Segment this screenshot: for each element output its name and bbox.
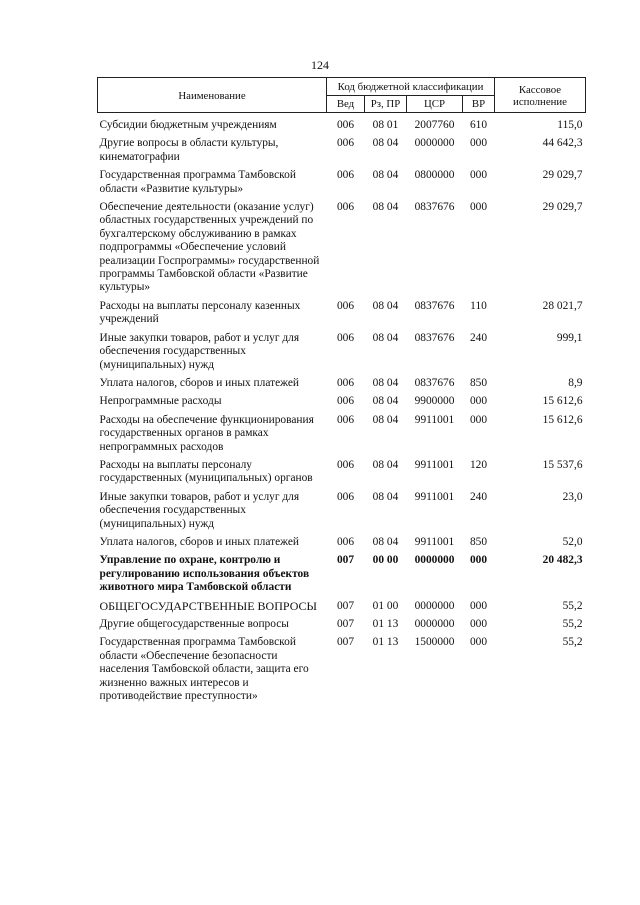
- row-name: Государственная программа Тамбовской области «Развитие культуры»: [99, 169, 296, 195]
- row-vr: 000: [469, 201, 488, 214]
- table-row: [98, 490, 586, 535]
- row-csr: 9900000: [414, 395, 455, 408]
- row-ved: 006: [336, 137, 355, 150]
- row-vr: 850: [469, 535, 488, 548]
- table-row: [98, 635, 586, 707]
- header-amount: Кассовое исполнение: [495, 78, 586, 113]
- row-name: Иные закупки товаров, работ и услуг для обеспечения государственных (муниципальных) нужд: [99, 331, 300, 371]
- row-amount: 28 021,7: [542, 299, 583, 312]
- row-vr: 610: [469, 119, 488, 131]
- row-rz-pr: 08 04: [372, 413, 399, 426]
- row-amount: 29 029,7: [542, 169, 583, 182]
- row-ved: 007: [336, 618, 355, 630]
- table-row: [98, 458, 586, 490]
- row-amount: 55,2: [562, 636, 583, 649]
- row-rz-pr: 01 13: [372, 636, 399, 649]
- row-rz-pr: 08 04: [372, 169, 399, 182]
- row-ved: 007: [336, 599, 355, 612]
- table-row: [98, 599, 586, 617]
- header-rz-pr: Рз, ПР: [365, 96, 407, 113]
- row-name: Уплата налогов, сборов и иных платежей: [99, 535, 299, 548]
- row-vr: 000: [469, 395, 488, 408]
- table-body: [98, 113, 586, 708]
- row-vr: 000: [469, 618, 488, 630]
- row-ved: 007: [336, 636, 355, 649]
- row-name: Обеспечение деятельности (оказание услуг) областных государственных учреждений по бухгалтерскому обслуживанию в рамках подпрограммы «Обеспечение условий реализации Госпрограммы» государственной программы Тамбовской области «Развитие культуры»: [99, 201, 320, 294]
- header-code-group: Код бюджетной классификации: [327, 78, 495, 96]
- row-vr: 000: [469, 554, 488, 567]
- row-rz-pr: 01 00: [372, 599, 399, 612]
- table-row: [98, 299, 586, 331]
- row-csr: 0837676: [414, 299, 455, 312]
- row-rz-pr: 08 04: [372, 376, 399, 389]
- row-csr: 0837676: [414, 331, 455, 344]
- row-amount: 52,0: [562, 535, 583, 548]
- row-vr: 000: [469, 413, 488, 426]
- row-csr: 0837676: [414, 376, 455, 389]
- row-csr: 9911001: [414, 490, 455, 503]
- row-rz-pr: 08 04: [372, 331, 399, 344]
- row-amount: 15 612,6: [542, 395, 583, 408]
- row-ved: 006: [336, 395, 355, 408]
- table-row: [98, 376, 586, 394]
- row-ved: 006: [336, 458, 355, 471]
- row-name: Государственная программа Тамбовской области «Обеспечение безопасности населения Тамбовской области, защита его жизненно важных интересов и противодействие преступности»: [99, 636, 309, 703]
- row-name: Субсидии бюджетным учреждениям: [99, 119, 277, 131]
- row-vr: 110: [470, 299, 487, 312]
- table-row: [98, 413, 586, 458]
- row-ved: 007: [336, 554, 355, 567]
- row-ved: 006: [336, 299, 355, 312]
- table-row: [98, 200, 586, 299]
- row-ved: 006: [336, 535, 355, 548]
- row-csr: 0000000: [414, 137, 455, 150]
- row-rz-pr: 08 04: [372, 535, 399, 548]
- header-ved: Вед: [327, 96, 365, 113]
- row-amount: 15 612,6: [542, 413, 583, 426]
- row-ved: 006: [336, 331, 355, 344]
- row-vr: 000: [469, 599, 488, 612]
- row-amount: 44 642,3: [542, 137, 583, 150]
- row-name: Расходы на выплаты персоналу государственных (муниципальных) органов: [99, 458, 313, 485]
- header-name: Наименование: [98, 78, 327, 113]
- table-header: [98, 78, 586, 113]
- row-amount: 23,0: [562, 490, 583, 503]
- table-row: [98, 331, 586, 376]
- table-row: [98, 553, 586, 598]
- row-name: Расходы на обеспечение функционирования государственных органов в рамках непрограммных расходов: [99, 413, 314, 453]
- row-vr: 120: [469, 458, 488, 471]
- row-vr: 850: [469, 376, 488, 389]
- table-row: [98, 617, 586, 635]
- row-amount: 20 482,3: [542, 554, 583, 567]
- row-name: Другие вопросы в области культуры, кинематографии: [99, 137, 279, 163]
- row-csr: 9911001: [414, 458, 455, 471]
- row-csr: 0800000: [414, 169, 455, 182]
- row-name: Другие общегосударственные вопросы: [99, 618, 289, 630]
- row-csr: 0000000: [414, 554, 455, 567]
- row-amount: 999,1: [556, 331, 583, 344]
- budget-table: [97, 77, 586, 707]
- row-vr: 000: [469, 169, 488, 182]
- row-ved: 006: [336, 119, 355, 131]
- table-row: [98, 113, 586, 137]
- row-name: Расходы на выплаты персоналу казенных учреждений: [99, 299, 301, 326]
- row-amount: 55,2: [562, 599, 583, 612]
- row-amount: 29 029,7: [542, 201, 583, 214]
- row-rz-pr: 08 04: [372, 395, 399, 408]
- row-name: ОБЩЕГОСУДАРСТВЕННЫЕ ВОПРОСЫ: [99, 598, 317, 613]
- row-ved: 006: [336, 169, 355, 182]
- row-rz-pr: 08 04: [372, 490, 399, 503]
- row-name: Непрограммные расходы: [99, 395, 222, 408]
- row-name: Иные закупки товаров, работ и услуг для обеспечения государственных (муниципальных) нужд: [99, 490, 300, 530]
- row-ved: 006: [336, 413, 355, 426]
- row-name: Уплата налогов, сборов и иных платежей: [99, 376, 299, 389]
- table-row: [98, 136, 586, 168]
- row-rz-pr: 08 01: [372, 119, 399, 131]
- row-vr: 000: [469, 636, 488, 649]
- row-rz-pr: 08 04: [372, 458, 399, 471]
- row-rz-pr: 00 00: [372, 554, 399, 567]
- row-amount: 55,2: [562, 618, 583, 630]
- row-csr: 9911001: [414, 535, 455, 548]
- row-amount: 115,0: [557, 119, 583, 131]
- row-rz-pr: 01 13: [372, 618, 399, 630]
- row-ved: 006: [336, 490, 355, 503]
- row-amount: 8,9: [568, 376, 583, 389]
- row-vr: 000: [469, 137, 488, 150]
- row-csr: 0000000: [414, 618, 455, 630]
- row-vr: 240: [469, 490, 488, 503]
- row-rz-pr: 08 04: [372, 299, 399, 312]
- header-vr: ВР: [463, 96, 495, 113]
- row-csr: 0000000: [414, 599, 455, 612]
- table-row: [98, 535, 586, 553]
- row-amount: 15 537,6: [542, 458, 583, 471]
- row-rz-pr: 08 04: [372, 137, 399, 150]
- header-csr: ЦСР: [407, 96, 463, 113]
- page-number: 124: [311, 58, 329, 72]
- row-vr: 240: [469, 331, 488, 344]
- row-csr: 2007760: [414, 119, 455, 131]
- row-ved: 006: [336, 201, 355, 214]
- table-row: [98, 168, 586, 200]
- table-row: [98, 394, 586, 412]
- row-rz-pr: 08 04: [372, 201, 399, 214]
- row-csr: 0837676: [414, 201, 455, 214]
- row-name: Управление по охране, контролю и регулированию использования объектов животного мира Тамбовской области: [99, 554, 310, 594]
- row-csr: 9911001: [414, 413, 455, 426]
- row-ved: 006: [336, 376, 355, 389]
- row-csr: 1500000: [414, 636, 455, 649]
